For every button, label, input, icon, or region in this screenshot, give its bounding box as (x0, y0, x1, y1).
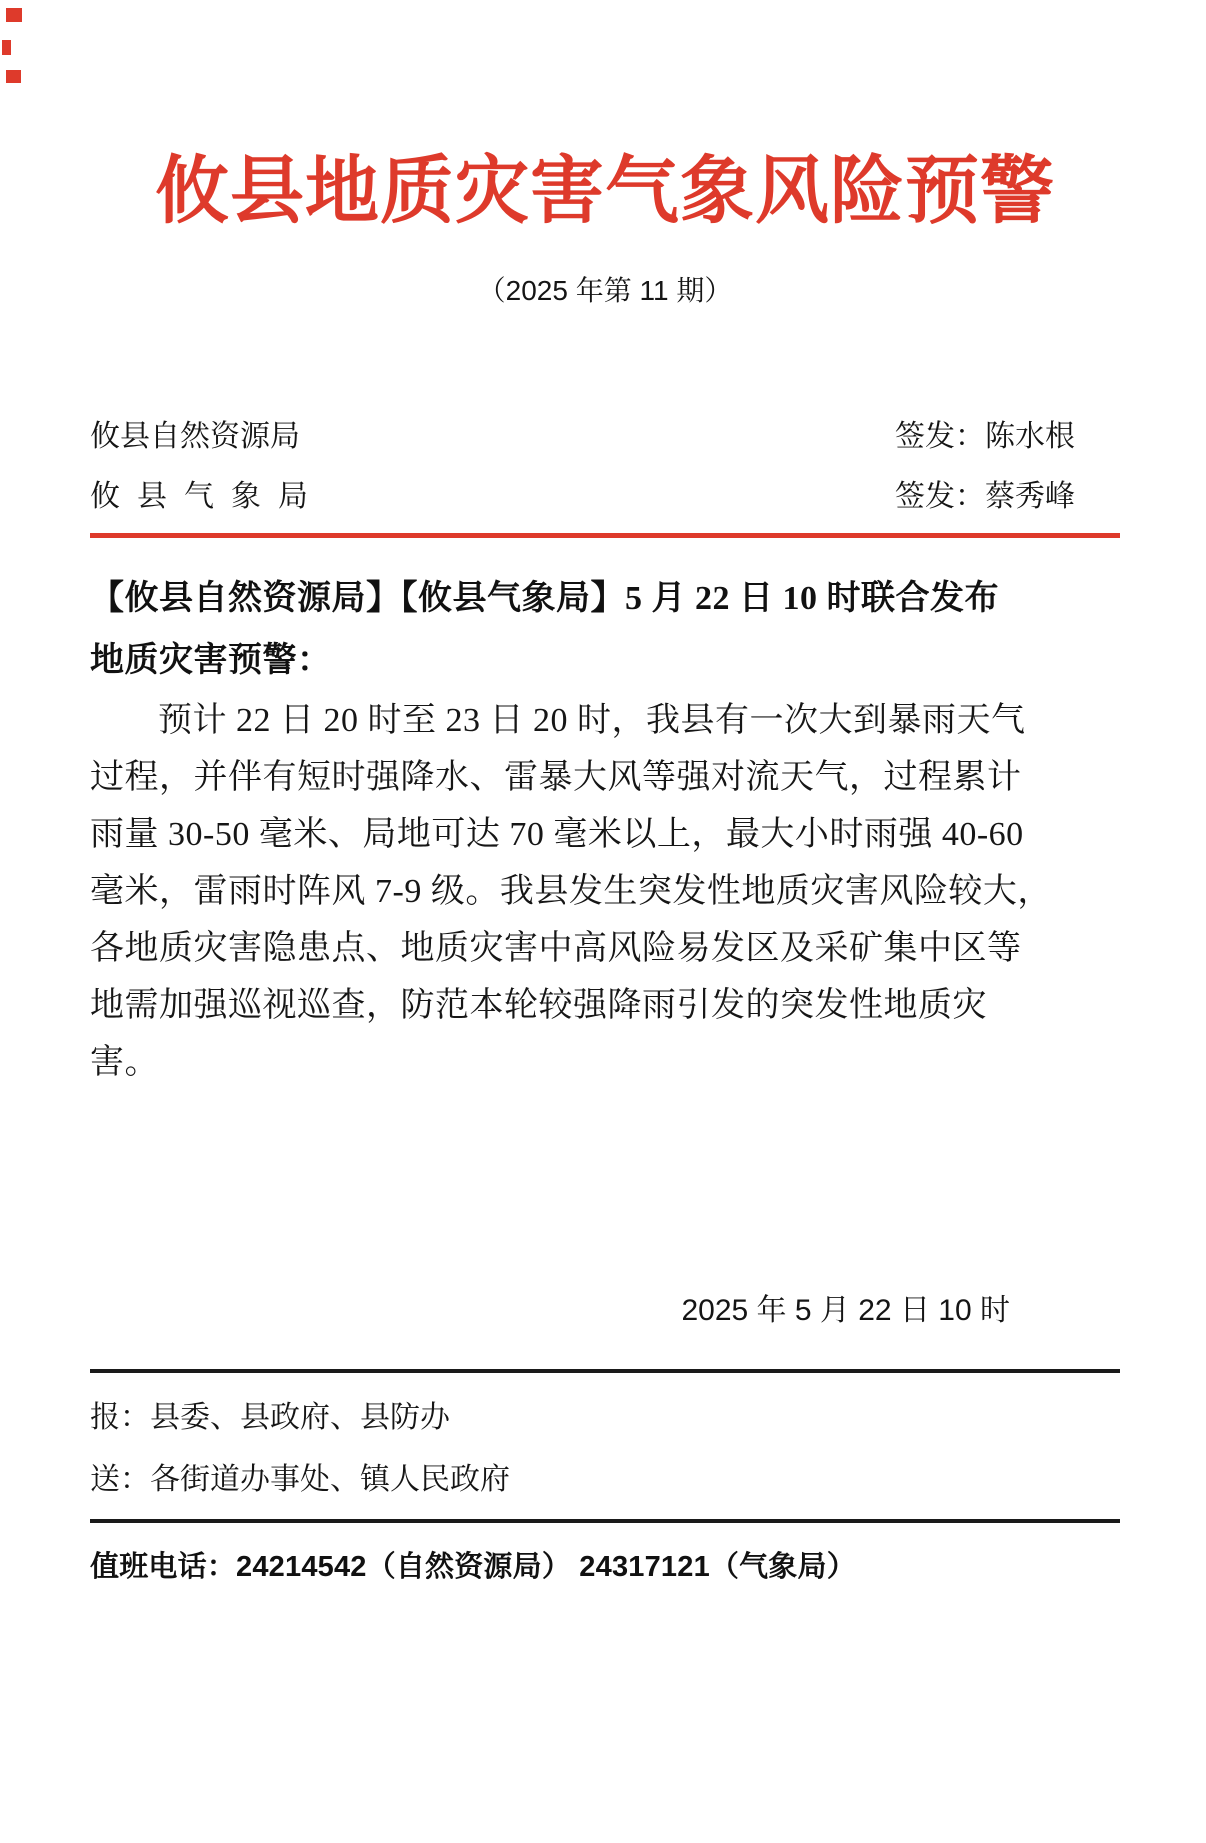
red-corner-marks (0, 0, 30, 110)
issuer-row (90, 477, 1120, 517)
issuer-row (90, 417, 1120, 457)
red-divider-line (90, 533, 1120, 538)
red-mark-icon (6, 70, 21, 83)
notice-heading-line: 地质灾害预警： (90, 642, 332, 679)
body-line: 地需加强巡视巡查，防范本轮较强降雨引发的突发性地质灾 (90, 987, 987, 1024)
body-line: 害。 (90, 1044, 159, 1081)
notice-body (90, 692, 1120, 1091)
signer-natural-resources: 签发：陈水根 (895, 420, 1075, 453)
signer-meteorological: 签发：蔡秀峰 (895, 480, 1075, 513)
black-divider-line (90, 1519, 1120, 1523)
document-title: 攸县地质灾害气象风险预警 (155, 151, 1055, 233)
red-mark-icon (2, 40, 11, 55)
distribution-report-line: 报：县委、县政府、县防办 (90, 1401, 450, 1434)
duty-phone-line: 值班电话：24214542（自然资源局） 24317121（气象局） (90, 1551, 856, 1583)
body-line: 雨量 30-50 毫米、局地可达 70 毫米以上，最大小时雨强 40-60 (90, 816, 1024, 853)
body-line: 各地质灾害隐患点、地质灾害中高风险易发区及采矿集中区等 (90, 930, 1022, 967)
distribution-send-line: 送：各街道办事处、镇人民政府 (90, 1463, 510, 1496)
body-line: 毫米，雷雨时阵风 7-9 级。我县发生突发性地质灾害风险较大， (90, 873, 1052, 910)
notice-heading-line: 【攸县自然资源局】【攸县气象局】5 月 22 日 10 时联合发布 (90, 580, 999, 617)
black-divider-line (90, 1369, 1120, 1373)
issuer-block (90, 417, 1120, 517)
body-line: 预计 22 日 20 时至 23 日 20 时，我县有一次大到暴雨天气 (158, 702, 1026, 739)
issuer-org-meteorological: 攸县气象局 (90, 480, 308, 513)
issue-number: （2025 年第 11 期） (477, 275, 733, 306)
issuer-org-natural-resources: 攸县自然资源局 (90, 420, 300, 453)
notice-heading (90, 568, 1120, 692)
issue-datetime: 2025 年 5 月 22 日 10 时 (681, 1294, 1010, 1327)
red-mark-icon (6, 8, 22, 22)
body-line: 过程，并伴有短时强降水、雷暴大风等强对流天气，过程累计 (90, 759, 1022, 796)
